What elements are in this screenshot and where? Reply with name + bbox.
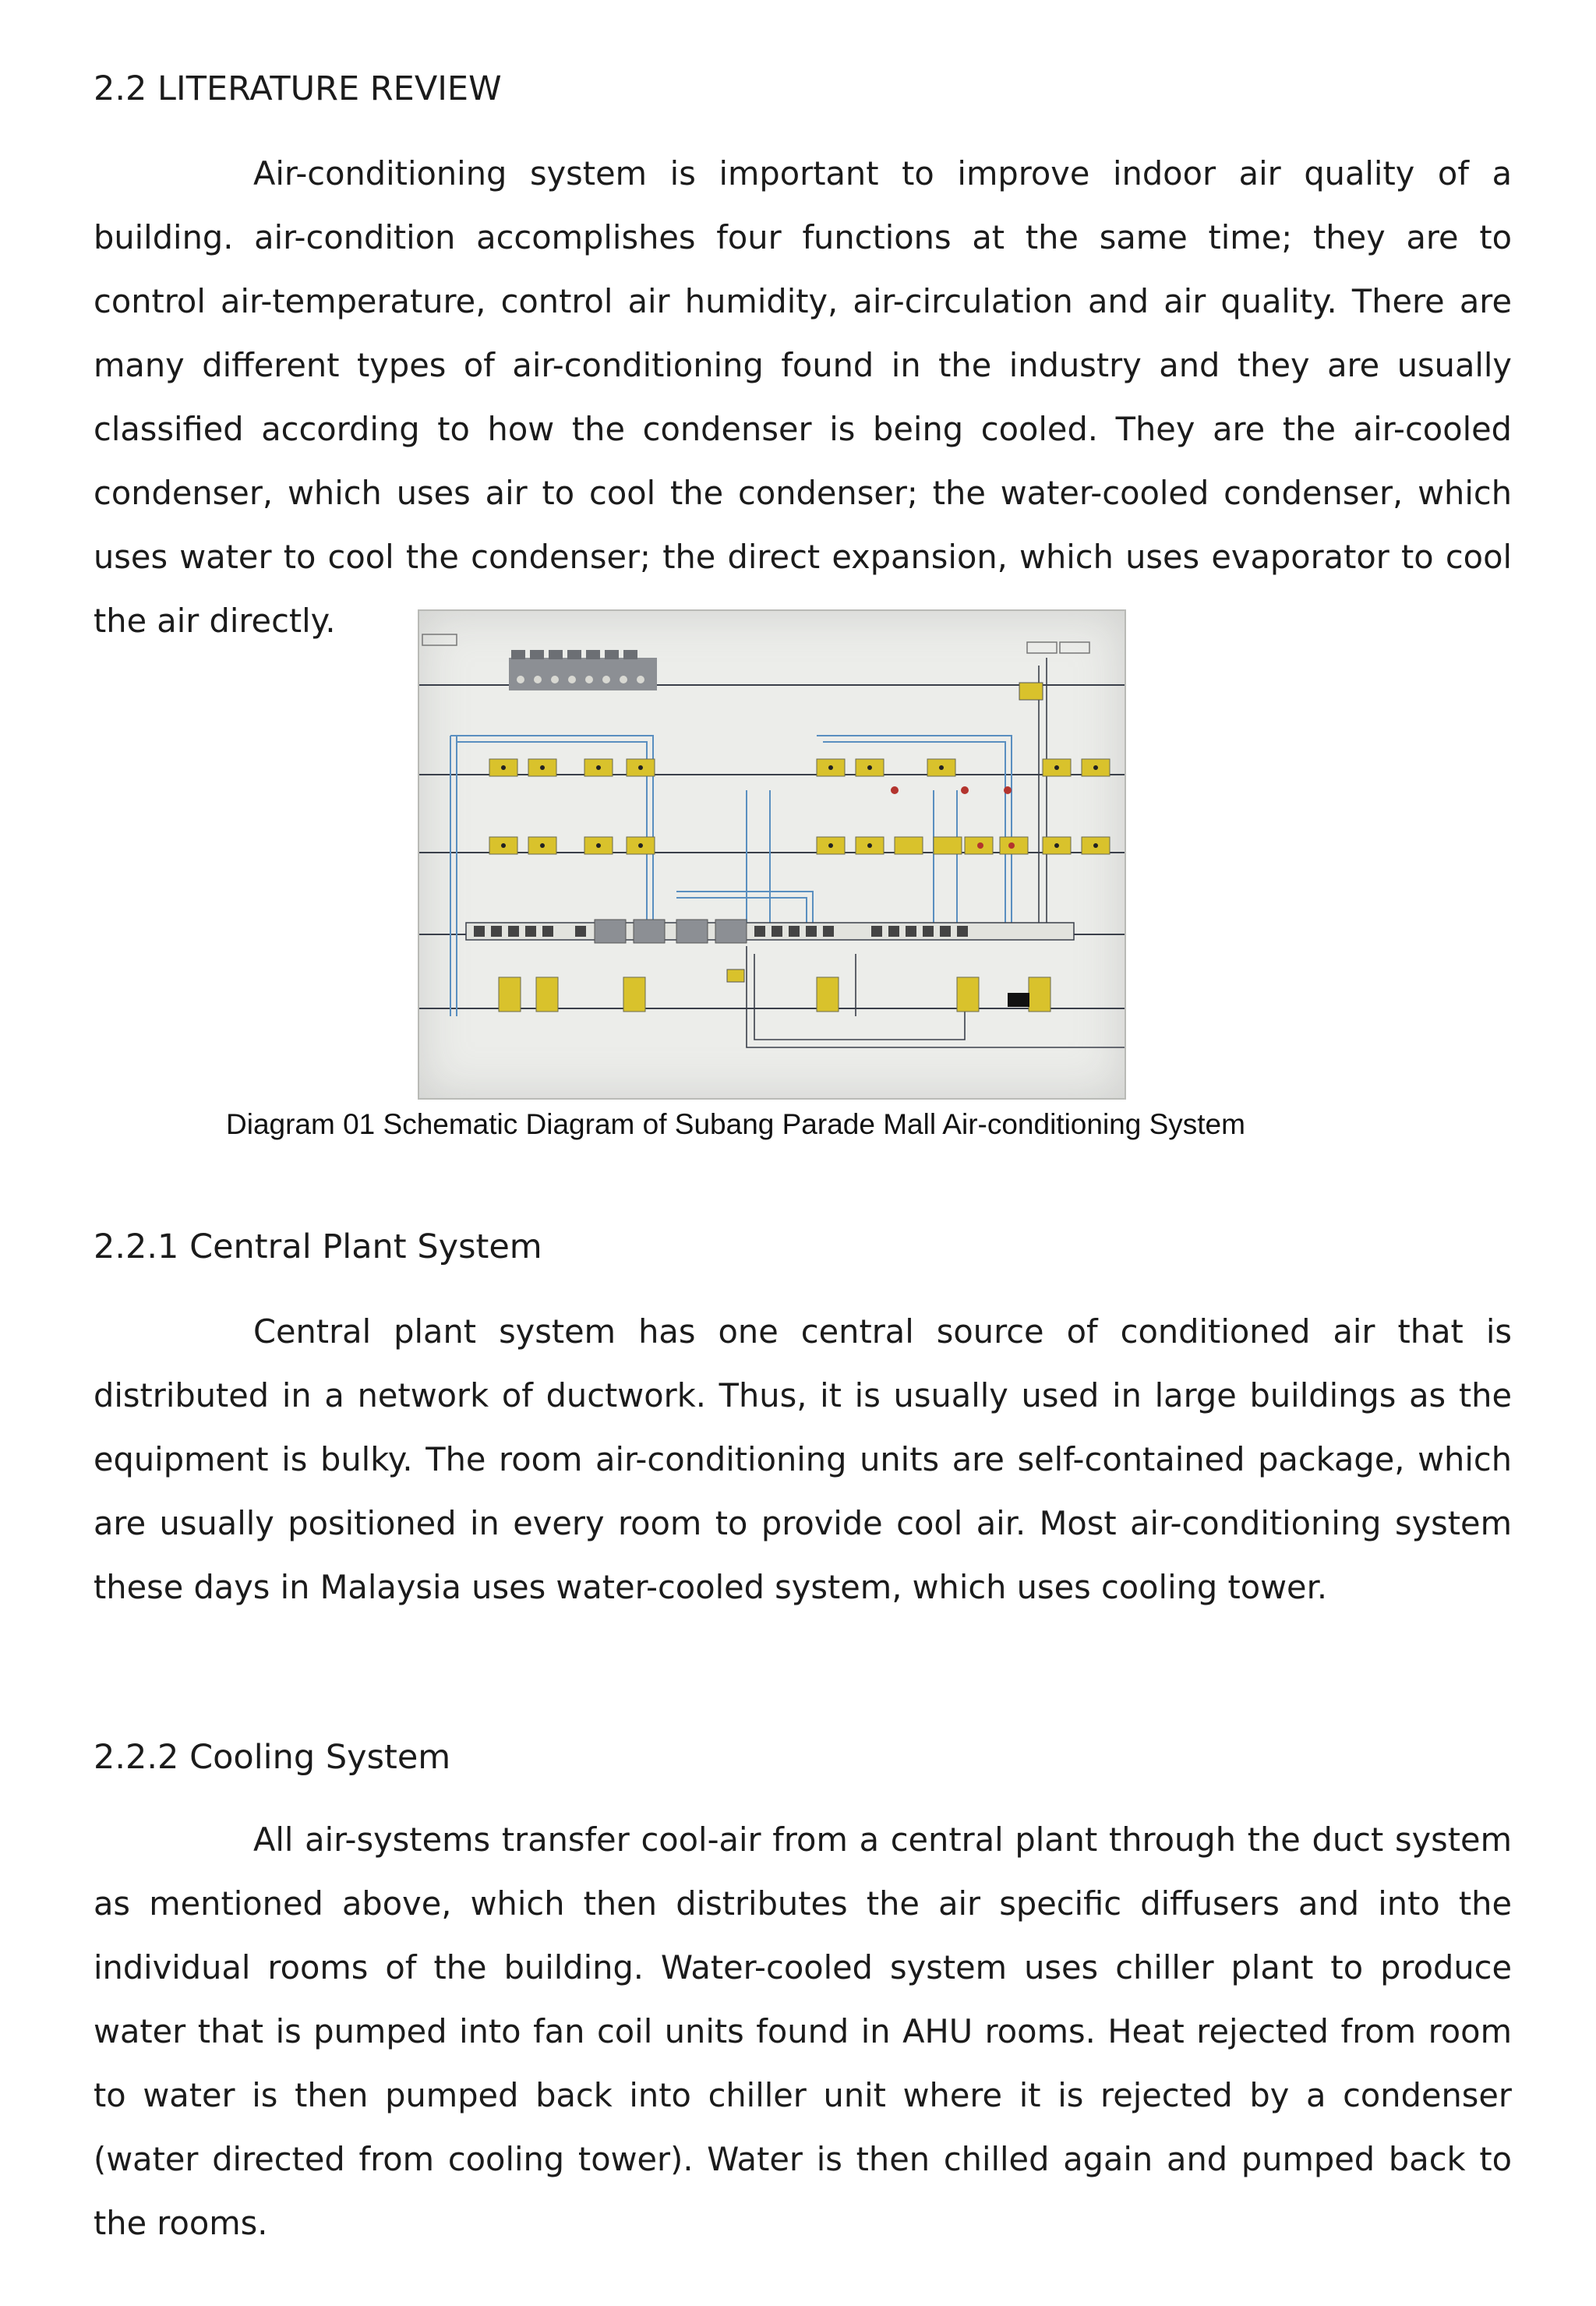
section-heading: 2.2 LITERATURE REVIEW (94, 69, 502, 108)
section-paragraph: Air-conditioning system is important to improve indoor air quality of a building. air-condition accomplishes four functions at the same time; they are to control air-temperature, control air humidity, air-circulation and air quality. There are many different types of air-conditioning found in the industry and they are usually classified according to how the condenser is being cooled. They are the air-cooled condenser, which uses air to cool the condenser; the water-cooled condenser, which uses water to cool the condenser; the direct expansion, which uses evaporator to cool the air directly. (94, 154, 1512, 640)
schematic-diagram-photo (418, 609, 1126, 1100)
subsection-heading-cooling-system: 2.2.2 Cooling System (94, 1738, 451, 1777)
chiller-pump-row (466, 920, 1074, 943)
unit-indicators (501, 765, 1098, 848)
subsection-paragraph-cooling-system: All air-systems transfer cool-air from a central plant through the duct system as mentioned above, which then distributes the air specific diffusers and into the individual rooms of the building. Water-cooled system uses chiller plant to produce water that is pumped into fan coil units found in AHU rooms. Heat rejected from room to water is then pumped back into chiller unit where it is rejected by a condenser (water directed from cooling tower). Water is then chilled again and pumped back to the rooms. (94, 1820, 1512, 2242)
air-handling-units (489, 759, 1110, 1012)
figure-caption: Diagram 01 Schematic Diagram of Subang Parade Mall Air-conditioning System (226, 1108, 1245, 1140)
board-tag-right-2 (1060, 642, 1089, 653)
schematic-diagram-drawing (419, 611, 1125, 1098)
subsection-heading-central-plant: 2.2.1 Central Plant System (94, 1227, 542, 1266)
expansion-tank (727, 969, 744, 982)
control-panel (1008, 993, 1029, 1007)
board-tag-right-1 (1027, 642, 1057, 653)
rooftop-unit (1019, 683, 1043, 700)
subsection-paragraph-central-plant: Central plant system has one central source of conditioned air that is distributed in a network of ductwork. Thus, it is usually used in large buildings as the equipment is bulky. The room air-conditioning units are self-contained package, which are usually positioned in every room to provide cool air. Most air-conditioning system these days in Malaysia uses water-cooled system, which uses cooling tower. (94, 1312, 1512, 1606)
cooling-tower-group (509, 650, 657, 690)
board-tag-left (422, 634, 457, 645)
